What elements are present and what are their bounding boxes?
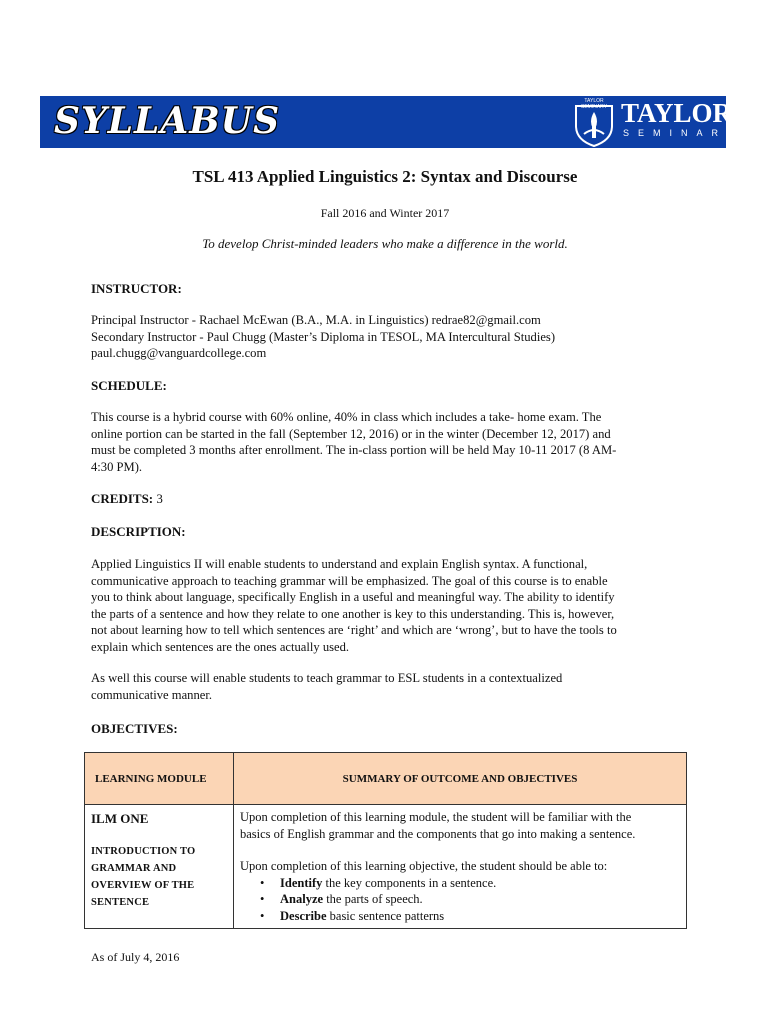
table-header-row: [85, 753, 687, 805]
objective-verb: Analyze: [280, 892, 324, 906]
brand-subtitle: SEMINARY: [623, 128, 742, 138]
objective-item: [280, 908, 680, 925]
objective-text: the parts of speech.: [323, 892, 423, 906]
table-row: [85, 805, 687, 929]
objective-item: [280, 875, 680, 892]
outcome-intro: Upon completion of this learning objective, the student should be able to:: [240, 859, 608, 873]
course-title: TSL 413 Applied Linguistics 2: Syntax and Discourse: [192, 167, 578, 186]
objective-list: [240, 875, 680, 925]
banner-title: SYLLABUS: [54, 100, 281, 142]
description-line: Applied Linguistics II will enable students to understand and explain English syntax. A functional,: [91, 557, 588, 571]
schedule-line: This course is a hybrid course with 60% online, 40% in class which includes a take- home exam. The: [91, 410, 602, 424]
objective-item: [280, 891, 680, 908]
crest-caption: TAYLOR SEMINARY: [580, 98, 608, 110]
syllabus-banner: [40, 96, 742, 148]
footer-date: As of July 4, 2016: [91, 950, 180, 964]
credits-heading: CREDITS:: [91, 491, 154, 506]
description-line: not about learning how to tell which sentences are ‘right’ and which are ‘wrong’, but to have the tools to: [91, 623, 617, 637]
description-para-2: [91, 670, 681, 703]
schedule-text: [91, 409, 681, 475]
description-heading: DESCRIPTION:: [91, 524, 186, 539]
description-line: you to think about language, specifically English in a useful and meaningful way. The ability to identify: [91, 590, 615, 604]
module-subtitle-line: SENTENCE: [91, 897, 150, 908]
description-para-1: [91, 556, 681, 655]
outcome-line: Upon completion of this learning module, the student will be familiar with the: [240, 810, 632, 824]
description-line: As well this course will enable students to teach grammar to ESL students in a contextualized: [91, 671, 563, 685]
instructor-block: [91, 312, 681, 362]
schedule-line: 4:30 PM).: [91, 459, 143, 474]
objective-text: the key components in a sentence.: [322, 875, 497, 890]
objective-text: basic sentence patterns: [326, 908, 445, 923]
term: Fall 2016 and Winter 2017: [320, 206, 450, 220]
description-line: explain which sentences are the ones actually used.: [91, 639, 350, 654]
description-line: communicative approach to teaching grammar will be emphasized. The goal of this course is to enable: [91, 573, 608, 588]
column-header-module: LEARNING MODULE: [85, 753, 234, 805]
description-line: communicative manner.: [91, 687, 212, 702]
credits-row: [91, 491, 163, 507]
module-subtitle: [91, 843, 227, 911]
outcome-cell: [234, 805, 687, 929]
instructor-email: paul.chugg@vanguardcollege.com: [91, 346, 267, 360]
column-header-summary: SUMMARY OF OUTCOME AND OBJECTIVES: [234, 753, 687, 805]
instructor-line: Principal Instructor - Rachael McEwan (B.A., M.A. in Linguistics) redrae82@gmail.com: [91, 313, 541, 327]
schedule-line: online portion can be started in the fall (September 12, 2016) or in the winter (December 12, 2017) and: [91, 426, 611, 441]
objective-verb: Identify: [280, 875, 323, 890]
objectives-table: [84, 752, 687, 929]
motto: To develop Christ-minded leaders who make a difference in the world.: [202, 236, 568, 251]
schedule-heading: SCHEDULE:: [91, 378, 167, 393]
schedule-line: must be completed 3 months after enrollment. The in-class portion will be held May 10-11 2017 (8 AM-: [91, 443, 617, 457]
objectives-heading: OBJECTIVES:: [91, 721, 178, 736]
module-cell: [85, 805, 234, 929]
objective-verb: Describe: [280, 908, 327, 923]
description-line: the parts of a sentence and how they relate to one another is key to this understanding. This is, however,: [91, 606, 615, 621]
module-subtitle-line: INTRODUCTION TO: [91, 846, 196, 857]
module-name: ILM ONE: [91, 811, 149, 826]
instructor-line: Secondary Instructor - Paul Chugg (Master’s Diploma in TESOL, MA Intercultural Studies): [91, 329, 556, 344]
instructor-heading: INSTRUCTOR:: [91, 281, 182, 296]
module-subtitle-line: OVERVIEW OF THE: [91, 880, 195, 891]
module-subtitle-line: GRAMMAR AND: [91, 863, 177, 874]
credits-value: 3: [156, 491, 163, 506]
brand-name: TAYLOR: [621, 98, 733, 128]
outcome-line: basics of English grammar and the components that go into making a sentence.: [240, 826, 636, 841]
